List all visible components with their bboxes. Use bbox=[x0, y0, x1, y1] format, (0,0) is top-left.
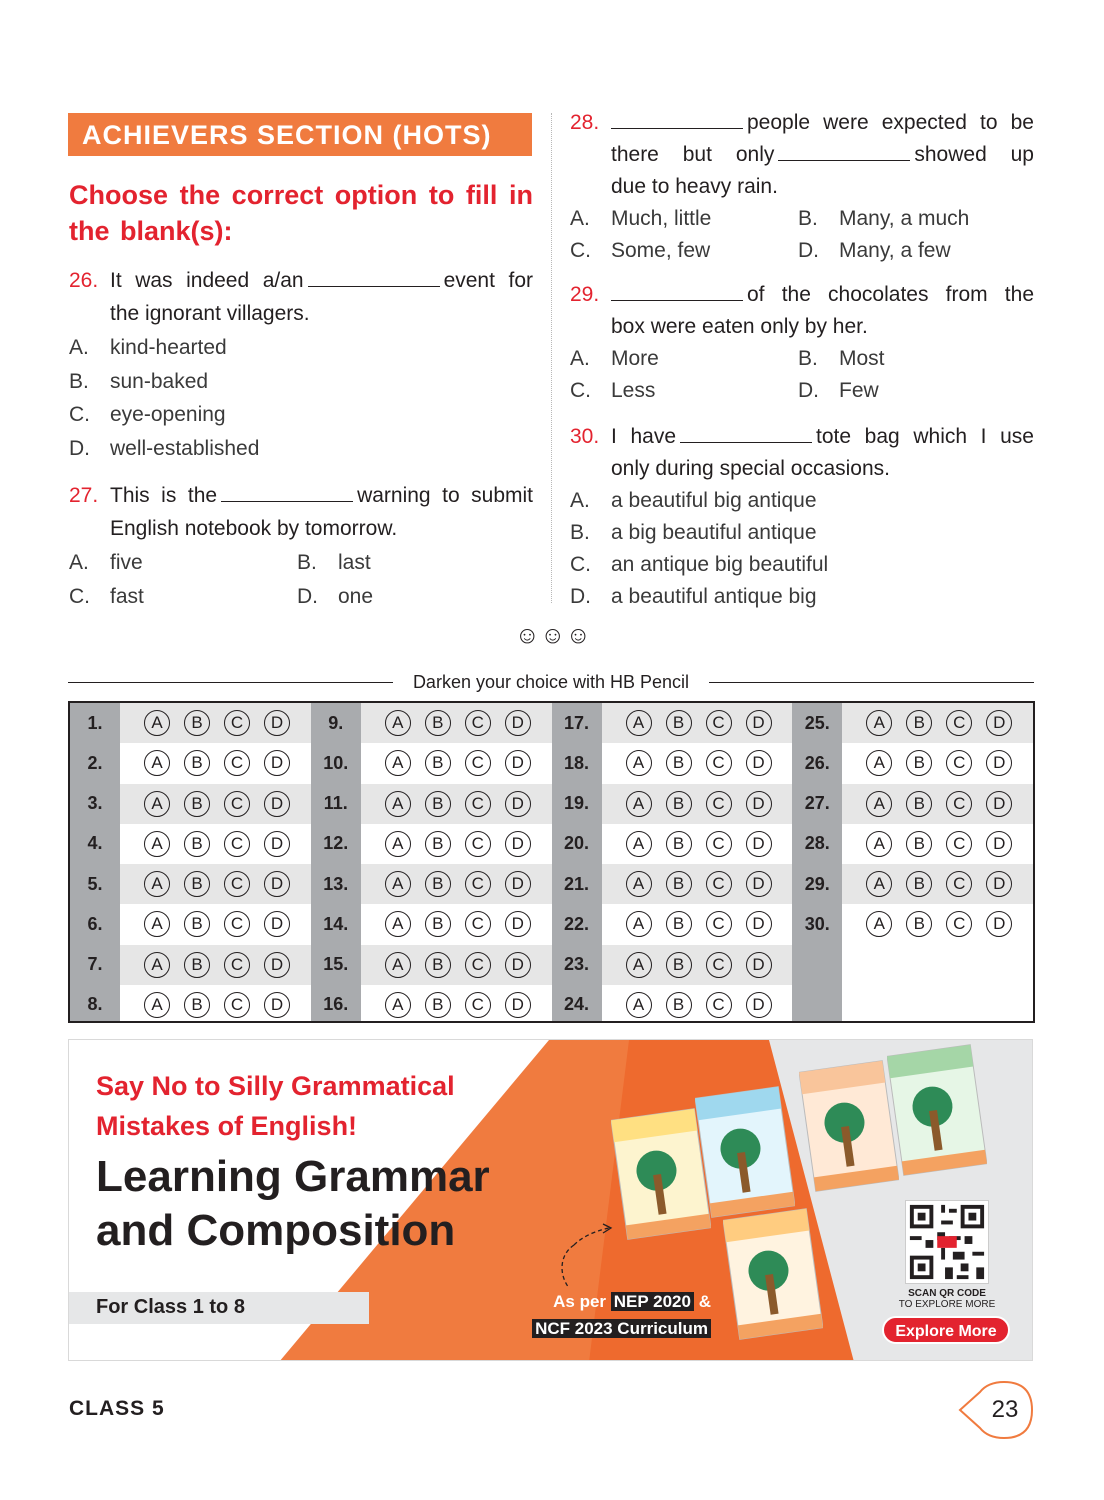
answer-blank bbox=[221, 482, 353, 502]
answer-bubble-a[interactable]: A bbox=[866, 791, 892, 817]
answer-bubble-c[interactable]: C bbox=[706, 911, 732, 937]
qr-code-icon[interactable] bbox=[905, 1200, 989, 1284]
answer-blank bbox=[611, 109, 743, 129]
question-text: This is the bbox=[110, 484, 218, 507]
omr-answer-row bbox=[361, 743, 552, 783]
question-28 bbox=[570, 107, 1034, 267]
smiley-divider: ☺☺☺ bbox=[515, 622, 592, 649]
answer-bubble-b[interactable]: B bbox=[425, 710, 451, 736]
answer-bubble-c[interactable]: C bbox=[946, 871, 972, 897]
option-text: kind-hearted bbox=[110, 336, 227, 359]
omr-answer-row bbox=[120, 703, 311, 743]
answer-bubble-a[interactable]: A bbox=[144, 750, 170, 776]
omr-question-number: 3. bbox=[87, 793, 103, 814]
answer-bubble-a[interactable]: A bbox=[144, 831, 170, 857]
answer-bubble-b[interactable]: B bbox=[666, 992, 692, 1018]
book-cover-class-8 bbox=[887, 1044, 987, 1176]
answer-bubble-c[interactable]: C bbox=[224, 952, 250, 978]
answer-bubble-b[interactable]: B bbox=[906, 710, 932, 736]
answer-bubble-d[interactable]: D bbox=[746, 952, 772, 978]
answer-bubble-c[interactable]: C bbox=[224, 750, 250, 776]
answer-bubble-a[interactable]: A bbox=[385, 911, 411, 937]
question-text: of the chocolates from the bbox=[747, 283, 1034, 306]
option-letter: C. bbox=[69, 584, 90, 608]
omr-question-number bbox=[792, 945, 842, 985]
omr-number-column bbox=[311, 703, 361, 1021]
omr-answer-row bbox=[842, 784, 1033, 824]
answer-bubble-d[interactable]: D bbox=[505, 952, 531, 978]
heading-rule bbox=[709, 682, 1034, 683]
answer-bubble-b[interactable]: B bbox=[666, 871, 692, 897]
answer-bubble-b[interactable]: B bbox=[666, 831, 692, 857]
answer-bubble-d[interactable]: D bbox=[986, 871, 1012, 897]
answer-bubble-d[interactable]: D bbox=[505, 911, 531, 937]
option-letter: B. bbox=[798, 347, 818, 370]
answer-bubble-c[interactable]: C bbox=[706, 710, 732, 736]
answer-bubble-c[interactable]: C bbox=[465, 871, 491, 897]
question-number: 28. bbox=[570, 111, 600, 134]
answer-bubble-c[interactable]: C bbox=[465, 952, 491, 978]
promo-banner[interactable] bbox=[68, 1039, 1033, 1361]
omr-question-number bbox=[792, 985, 842, 1025]
omr-answer-row bbox=[602, 904, 793, 944]
option-letter: C. bbox=[570, 239, 591, 262]
omr-bubble-column bbox=[842, 703, 1033, 1021]
question-text: I have bbox=[611, 425, 677, 448]
option-text: Many, a few bbox=[839, 239, 951, 262]
answer-bubble-c[interactable]: C bbox=[706, 791, 732, 817]
option-letter: A. bbox=[69, 551, 89, 574]
omr-answer-row bbox=[361, 904, 552, 944]
omr-answer-row bbox=[842, 703, 1033, 743]
answer-bubble-d[interactable]: D bbox=[986, 750, 1012, 776]
answer-bubble-c[interactable]: C bbox=[946, 791, 972, 817]
option-text: Much, little bbox=[611, 207, 712, 230]
answer-bubble-c[interactable]: C bbox=[465, 992, 491, 1018]
answer-blank bbox=[778, 141, 910, 161]
option-text: last bbox=[338, 551, 371, 574]
answer-bubble-c[interactable]: C bbox=[224, 871, 250, 897]
answer-bubble-b[interactable]: B bbox=[425, 952, 451, 978]
answer-bubble-a[interactable]: A bbox=[866, 831, 892, 857]
answer-bubble-d[interactable]: D bbox=[746, 871, 772, 897]
option-letter: D. bbox=[798, 379, 819, 402]
section-banner: ACHIEVERS SECTION (HOTS) bbox=[68, 113, 532, 156]
answer-bubble-b[interactable]: B bbox=[906, 831, 932, 857]
omr-answer-row bbox=[602, 985, 793, 1025]
answer-bubble-a[interactable]: A bbox=[626, 791, 652, 817]
answer-bubble-d[interactable]: D bbox=[746, 992, 772, 1018]
omr-answer-grid bbox=[68, 701, 1035, 1023]
omr-answer-row bbox=[602, 945, 793, 985]
answer-bubble-c[interactable]: C bbox=[706, 992, 732, 1018]
omr-question-number: 1. bbox=[87, 712, 103, 733]
omr-empty-row bbox=[842, 945, 1033, 985]
answer-bubble-b[interactable]: B bbox=[184, 750, 210, 776]
answer-bubble-c[interactable]: C bbox=[946, 911, 972, 937]
option-text: Many, a much bbox=[839, 207, 970, 230]
answer-bubble-b[interactable]: B bbox=[425, 750, 451, 776]
option-letter: C. bbox=[69, 403, 90, 426]
option-letter: A. bbox=[570, 347, 590, 370]
option-letter: D. bbox=[69, 436, 90, 460]
answer-bubble-a[interactable]: A bbox=[385, 831, 411, 857]
question-text: English notebook by tomorrow. bbox=[110, 517, 398, 540]
answer-bubble-b[interactable]: B bbox=[184, 710, 210, 736]
question-29 bbox=[570, 279, 1034, 407]
option-letter: B. bbox=[570, 521, 590, 544]
option-letter: B. bbox=[297, 551, 317, 574]
answer-bubble-d[interactable]: D bbox=[505, 871, 531, 897]
question-text: there but only bbox=[611, 143, 775, 166]
omr-answer-row bbox=[842, 864, 1033, 904]
option-text: Less bbox=[611, 379, 656, 402]
answer-bubble-a[interactable]: A bbox=[144, 791, 170, 817]
omr-question-number: 19. bbox=[563, 793, 590, 814]
question-text: due to heavy rain. bbox=[611, 175, 778, 198]
answer-bubble-c[interactable]: C bbox=[465, 710, 491, 736]
question-text: warning to submit bbox=[357, 484, 533, 507]
answer-bubble-c[interactable]: C bbox=[706, 871, 732, 897]
omr-question-number: 30. bbox=[804, 913, 830, 934]
answer-bubble-d[interactable]: D bbox=[505, 710, 531, 736]
answer-bubble-a[interactable]: A bbox=[626, 911, 652, 937]
answer-bubble-a[interactable]: A bbox=[144, 952, 170, 978]
curriculum-badge bbox=[521, 1288, 711, 1342]
omr-question-number: 18. bbox=[563, 752, 590, 773]
answer-bubble-a[interactable]: A bbox=[385, 952, 411, 978]
omr-question-number: 10. bbox=[323, 752, 349, 773]
ncf-label: NCF 2023 Curriculum bbox=[532, 1319, 711, 1338]
omr-empty-row bbox=[842, 985, 1033, 1025]
omr-question-number: 13. bbox=[323, 873, 349, 894]
answer-bubble-d[interactable]: D bbox=[746, 831, 772, 857]
answer-bubble-c[interactable]: C bbox=[465, 791, 491, 817]
omr-question-number: 12. bbox=[323, 833, 349, 854]
omr-question-number: 25. bbox=[804, 712, 830, 733]
omr-question-number: 27. bbox=[804, 793, 830, 814]
column-divider bbox=[551, 113, 552, 603]
answer-bubble-d[interactable]: D bbox=[264, 750, 290, 776]
answer-bubble-b[interactable]: B bbox=[184, 911, 210, 937]
option-letter: B. bbox=[798, 207, 818, 230]
omr-column bbox=[792, 703, 1033, 1021]
omr-question-number: 26. bbox=[804, 752, 830, 773]
answer-bubble-c[interactable]: C bbox=[224, 831, 250, 857]
omr-answer-row bbox=[842, 824, 1033, 864]
answer-bubble-c[interactable]: C bbox=[706, 952, 732, 978]
option-letter: B. bbox=[69, 369, 89, 393]
answer-bubble-a[interactable]: A bbox=[144, 710, 170, 736]
omr-column bbox=[70, 703, 311, 1021]
answer-bubble-c[interactable]: C bbox=[465, 911, 491, 937]
answer-bubble-c[interactable]: C bbox=[706, 750, 732, 776]
answer-bubble-a[interactable]: A bbox=[866, 911, 892, 937]
option-text: an antique big beautiful bbox=[611, 553, 829, 576]
answer-bubble-d[interactable]: D bbox=[986, 831, 1012, 857]
answer-blank bbox=[308, 267, 440, 287]
answer-bubble-b[interactable]: B bbox=[666, 750, 692, 776]
answer-bubble-b[interactable]: B bbox=[906, 871, 932, 897]
answer-bubble-b[interactable]: B bbox=[184, 871, 210, 897]
question-number: 30. bbox=[570, 425, 600, 448]
omr-column bbox=[311, 703, 552, 1021]
answer-bubble-c[interactable]: C bbox=[465, 750, 491, 776]
answer-blank bbox=[680, 423, 812, 443]
omr-answer-row bbox=[120, 864, 311, 904]
heading-rule bbox=[68, 682, 393, 683]
answer-bubble-a[interactable]: A bbox=[385, 710, 411, 736]
option-text: Few bbox=[839, 379, 879, 402]
question-30 bbox=[570, 421, 1034, 613]
answer-bubble-c[interactable]: C bbox=[946, 750, 972, 776]
answer-bubble-b[interactable]: B bbox=[425, 911, 451, 937]
omr-question-number: 5. bbox=[87, 873, 103, 894]
omr-question-number: 24. bbox=[563, 994, 590, 1015]
answer-bubble-d[interactable]: D bbox=[264, 710, 290, 736]
question-27 bbox=[69, 480, 533, 613]
answer-bubble-a[interactable]: A bbox=[385, 871, 411, 897]
omr-question-number: 9. bbox=[328, 712, 344, 733]
answer-bubble-b[interactable]: B bbox=[184, 791, 210, 817]
answer-bubble-d[interactable]: D bbox=[746, 750, 772, 776]
omr-answer-row bbox=[602, 743, 793, 783]
answer-sheet-heading bbox=[68, 670, 1034, 694]
omr-answer-row bbox=[361, 945, 552, 985]
omr-bubble-column bbox=[602, 703, 793, 1021]
qr-caption-line2: TO EXPLORE MORE bbox=[898, 1299, 996, 1310]
omr-question-number: 6. bbox=[87, 913, 103, 934]
omr-column bbox=[552, 703, 793, 1021]
answer-bubble-a[interactable]: A bbox=[144, 992, 170, 1018]
book-cover-class-5 bbox=[799, 1060, 899, 1192]
omr-question-number: 15. bbox=[323, 954, 349, 975]
answer-bubble-d[interactable]: D bbox=[264, 871, 290, 897]
omr-answer-row bbox=[120, 743, 311, 783]
omr-answer-row bbox=[842, 904, 1033, 944]
option-text: a big beautiful antique bbox=[611, 521, 817, 544]
omr-answer-row bbox=[361, 985, 552, 1025]
option-text: one bbox=[338, 584, 374, 608]
answer-bubble-b[interactable]: B bbox=[906, 911, 932, 937]
omr-answer-row bbox=[361, 703, 552, 743]
answer-bubble-b[interactable]: B bbox=[906, 750, 932, 776]
answer-bubble-a[interactable]: A bbox=[144, 911, 170, 937]
option-text: sun-baked bbox=[110, 369, 209, 393]
answer-bubble-a[interactable]: A bbox=[144, 871, 170, 897]
answer-bubble-a[interactable]: A bbox=[626, 992, 652, 1018]
omr-answer-row bbox=[120, 945, 311, 985]
answer-bubble-b[interactable]: B bbox=[184, 831, 210, 857]
answer-bubble-d[interactable]: D bbox=[986, 710, 1012, 736]
qr-caption-line1: SCAN QR CODE bbox=[908, 1288, 986, 1299]
answer-bubble-c[interactable]: C bbox=[224, 710, 250, 736]
book-cover-class-7 bbox=[723, 1208, 823, 1340]
omr-answer-row bbox=[361, 864, 552, 904]
omr-question-number: 2. bbox=[87, 752, 103, 773]
answer-bubble-d[interactable]: D bbox=[264, 992, 290, 1018]
omr-answer-row bbox=[120, 784, 311, 824]
option-letter: D. bbox=[570, 585, 591, 608]
omr-number-column bbox=[792, 703, 842, 1021]
answer-bubble-d[interactable]: D bbox=[505, 992, 531, 1018]
option-text: five bbox=[110, 551, 143, 574]
answer-bubble-b[interactable]: B bbox=[184, 952, 210, 978]
answer-bubble-c[interactable]: C bbox=[946, 831, 972, 857]
answer-bubble-a[interactable]: A bbox=[866, 750, 892, 776]
answer-bubble-a[interactable]: A bbox=[626, 952, 652, 978]
option-letter: A. bbox=[69, 336, 89, 359]
option-letter: A. bbox=[570, 207, 590, 230]
option-text: eye-opening bbox=[110, 403, 226, 426]
answer-bubble-d[interactable]: D bbox=[746, 911, 772, 937]
answer-bubble-b[interactable]: B bbox=[425, 992, 451, 1018]
answer-bubble-d[interactable]: D bbox=[505, 791, 531, 817]
omr-number-column bbox=[552, 703, 602, 1021]
answer-bubble-a[interactable]: A bbox=[626, 750, 652, 776]
answer-bubble-c[interactable]: C bbox=[465, 831, 491, 857]
option-letter: A. bbox=[570, 489, 590, 512]
omr-question-number: 28. bbox=[804, 833, 830, 854]
answer-bubble-d[interactable]: D bbox=[505, 750, 531, 776]
question-text: showed up bbox=[914, 143, 1034, 166]
omr-bubble-column bbox=[361, 703, 552, 1021]
answer-bubble-d[interactable]: D bbox=[746, 791, 772, 817]
option-text: a beautiful big antique bbox=[611, 489, 817, 512]
omr-question-number: 7. bbox=[87, 954, 103, 975]
answer-bubble-d[interactable]: D bbox=[264, 791, 290, 817]
question-number: 27. bbox=[69, 484, 99, 507]
answer-bubble-d[interactable]: D bbox=[264, 831, 290, 857]
omr-answer-row bbox=[602, 703, 793, 743]
answer-bubble-a[interactable]: A bbox=[626, 871, 652, 897]
answer-blank bbox=[611, 281, 743, 301]
page-number: 23 bbox=[991, 1396, 1019, 1423]
question-text: It was indeed a/an bbox=[110, 269, 304, 292]
option-text: Most bbox=[839, 347, 885, 370]
question-text: only during special occasions. bbox=[611, 457, 890, 480]
answer-bubble-d[interactable]: D bbox=[986, 911, 1012, 937]
answer-bubble-a[interactable]: A bbox=[385, 791, 411, 817]
nep-label: NEP 2020 bbox=[611, 1292, 694, 1311]
answer-bubble-d[interactable]: D bbox=[746, 710, 772, 736]
omr-answer-row bbox=[602, 784, 793, 824]
omr-question-number: 14. bbox=[323, 913, 349, 934]
explore-more-button[interactable]: Explore More bbox=[882, 1316, 1010, 1344]
answer-bubble-b[interactable]: B bbox=[666, 710, 692, 736]
answer-bubble-a[interactable]: A bbox=[626, 831, 652, 857]
question-text: people were expected to be bbox=[747, 111, 1034, 134]
option-letter: C. bbox=[570, 379, 591, 402]
omr-answer-row bbox=[361, 824, 552, 864]
omr-answer-row bbox=[602, 864, 793, 904]
answer-bubble-d[interactable]: D bbox=[264, 911, 290, 937]
omr-question-number: 21. bbox=[563, 873, 590, 894]
answer-bubble-c[interactable]: C bbox=[224, 911, 250, 937]
answer-bubble-d[interactable]: D bbox=[986, 791, 1012, 817]
option-text: Some, few bbox=[611, 239, 711, 262]
omr-question-number: 22. bbox=[563, 913, 590, 934]
footer-class-label: CLASS 5 bbox=[69, 1397, 165, 1420]
omr-question-number: 16. bbox=[323, 994, 349, 1015]
ad-class-range: For Class 1 to 8 bbox=[96, 1296, 245, 1318]
omr-question-number: 17. bbox=[563, 712, 590, 733]
question-text: event for bbox=[443, 269, 533, 292]
ad-tagline: Say No to Silly Grammatical Mistakes of English! bbox=[96, 1071, 455, 1141]
omr-question-number: 8. bbox=[87, 994, 103, 1015]
answer-bubble-d[interactable]: D bbox=[264, 952, 290, 978]
qr-caption bbox=[887, 1288, 1007, 1310]
answer-bubble-b[interactable]: B bbox=[184, 992, 210, 1018]
answer-bubble-b[interactable]: B bbox=[425, 871, 451, 897]
option-text: a beautiful antique big bbox=[611, 585, 817, 608]
omr-question-number: 23. bbox=[563, 954, 590, 975]
instruction-heading: Choose the correct option to fill in the blank(s): bbox=[69, 180, 533, 246]
omr-answer-row bbox=[120, 824, 311, 864]
nep-prefix: As per bbox=[553, 1292, 607, 1311]
nep-amp: & bbox=[698, 1292, 711, 1311]
omr-number-column bbox=[70, 703, 120, 1021]
answer-bubble-a[interactable]: A bbox=[866, 710, 892, 736]
option-text: fast bbox=[110, 584, 144, 608]
option-letter: D. bbox=[297, 584, 318, 608]
question-26 bbox=[69, 265, 533, 465]
question-text: the ignorant villagers. bbox=[110, 302, 310, 325]
option-text: well-established bbox=[110, 436, 260, 460]
answer-bubble-b[interactable]: B bbox=[425, 791, 451, 817]
omr-answer-row bbox=[361, 784, 552, 824]
answer-bubble-b[interactable]: B bbox=[666, 791, 692, 817]
omr-answer-row bbox=[120, 904, 311, 944]
answer-bubble-a[interactable]: A bbox=[866, 871, 892, 897]
option-letter: D. bbox=[798, 239, 819, 262]
answer-bubble-d[interactable]: D bbox=[505, 831, 531, 857]
answer-bubble-b[interactable]: B bbox=[666, 911, 692, 937]
question-text: box were eaten only by her. bbox=[611, 315, 868, 338]
omr-question-number: 11. bbox=[323, 793, 348, 814]
answer-bubble-c[interactable]: C bbox=[706, 831, 732, 857]
omr-question-number: 20. bbox=[563, 833, 590, 854]
answer-bubble-b[interactable]: B bbox=[666, 952, 692, 978]
omr-answer-row bbox=[120, 985, 311, 1025]
omr-bubble-column bbox=[120, 703, 311, 1021]
answer-bubble-a[interactable]: A bbox=[385, 992, 411, 1018]
question-number: 29. bbox=[570, 283, 600, 306]
option-letter: C. bbox=[570, 553, 591, 576]
answer-bubble-c[interactable]: C bbox=[946, 710, 972, 736]
option-text: More bbox=[611, 347, 659, 370]
omr-answer-row bbox=[842, 743, 1033, 783]
book-cover-class-4 bbox=[695, 1086, 795, 1218]
omr-question-number: 4. bbox=[87, 833, 103, 854]
answer-bubble-b[interactable]: B bbox=[906, 791, 932, 817]
omr-answer-row bbox=[602, 824, 793, 864]
answer-bubble-b[interactable]: B bbox=[425, 831, 451, 857]
question-text: tote bag which I use bbox=[816, 425, 1034, 448]
omr-question-number: 29. bbox=[804, 873, 830, 894]
answer-bubble-a[interactable]: A bbox=[385, 750, 411, 776]
answer-sheet-caption: Darken your choice with HB Pencil bbox=[412, 671, 690, 692]
answer-bubble-c[interactable]: C bbox=[224, 791, 250, 817]
answer-bubble-a[interactable]: A bbox=[626, 710, 652, 736]
answer-bubble-c[interactable]: C bbox=[224, 992, 250, 1018]
question-number: 26. bbox=[69, 269, 99, 292]
ad-title: Learning Grammar and Composition bbox=[96, 1152, 490, 1255]
